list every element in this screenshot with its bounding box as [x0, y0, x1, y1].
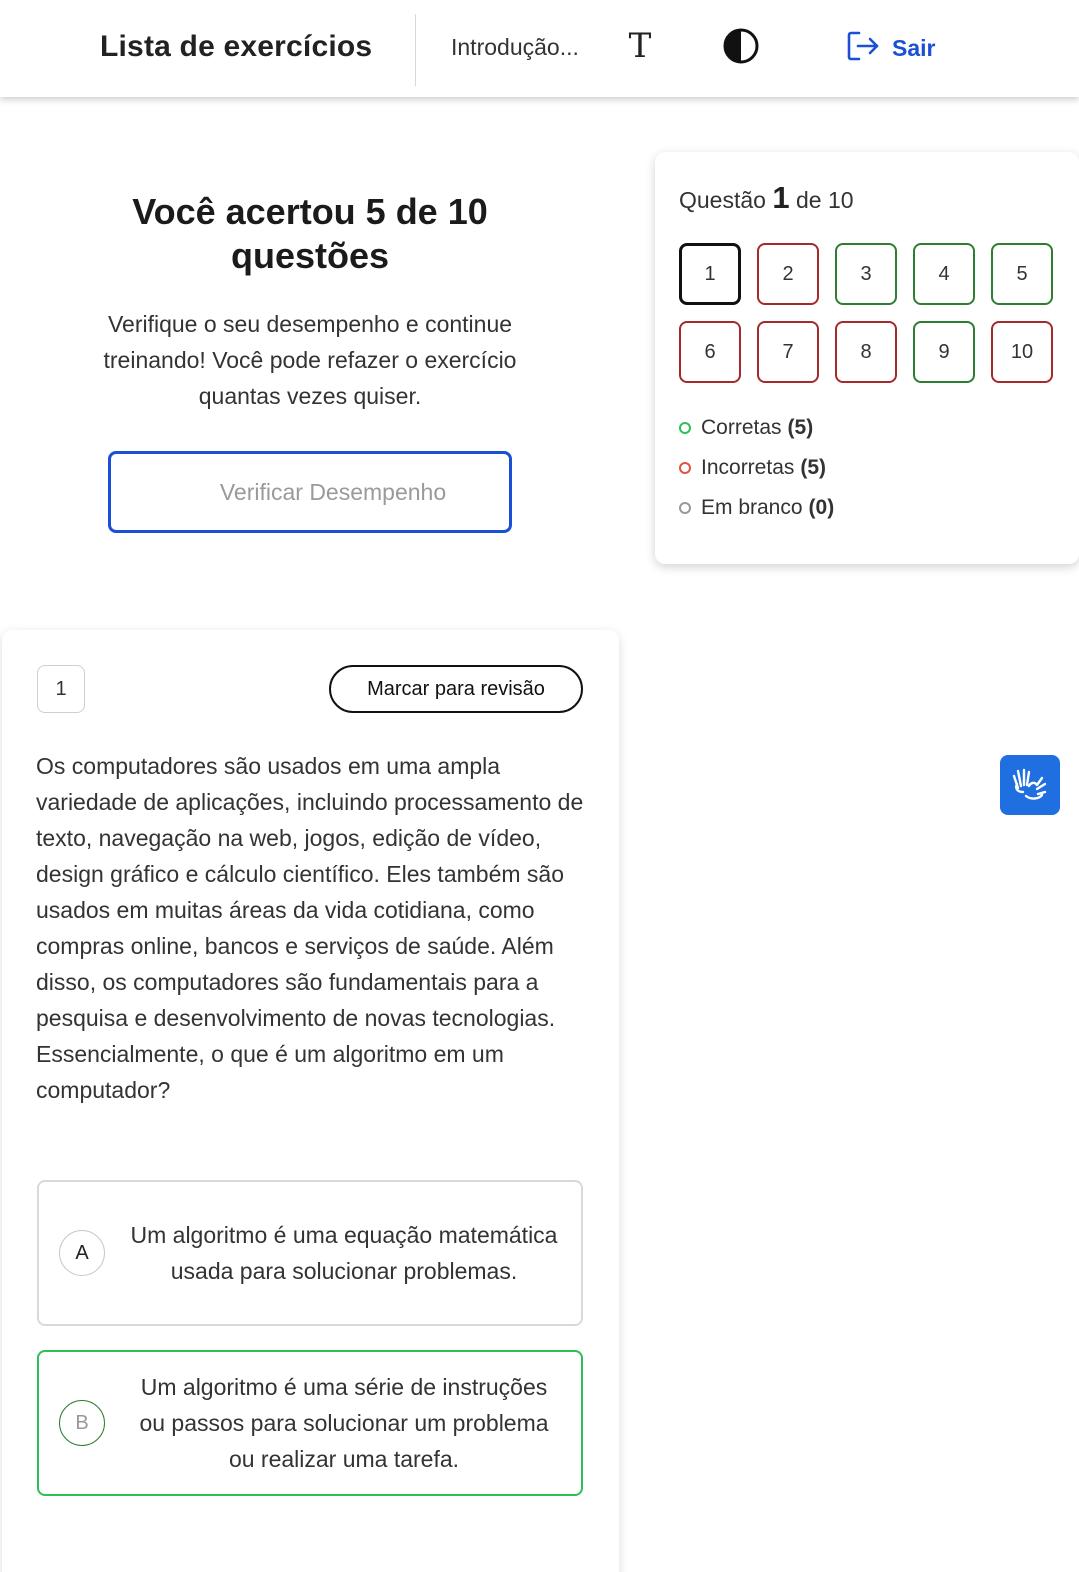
option-letter: A [59, 1230, 105, 1276]
option-b[interactable] [37, 1350, 583, 1496]
legend-blank [679, 488, 834, 528]
question-text: Os computadores são usados em uma ampla variedade de aplicações, incluindo processamento de texto, navegação na web, jogos, edição de vídeo, design gráfico e cálculo científico. Eles também são usados em muitas áreas da vida cotidiana, como compras online, bancos e serviços de saúde. Além disso, os computadores são fundamentais para a pesquisa e desenvolvimento de novas tecnologias. Essencialmente, o que é um algoritmo em um computador? [36, 753, 584, 1103]
legend-incorrect-count: (5) [800, 456, 827, 479]
option-text: Um algoritmo é uma série de instruções ou passos para solucionar um problema ou realizar uma tarefa. [139, 1374, 549, 1472]
mark-for-review-button[interactable]: Marcar para revisão [329, 665, 583, 713]
legend-blank-count: (0) [808, 496, 835, 519]
legend-correct-label: Corretas [701, 416, 782, 439]
exit-label: Sair [892, 34, 936, 61]
top-bar [0, 0, 1079, 97]
counter-prefix: Questão [679, 187, 766, 213]
question-number: 1 [37, 665, 85, 713]
option-text: Um algoritmo é uma equação matemática usada para solucionar problemas. [130, 1222, 558, 1284]
option-a[interactable] [37, 1180, 583, 1326]
contrast-icon[interactable] [723, 28, 759, 64]
counter-current: 1 [772, 180, 790, 215]
question-button-10[interactable]: 10 [991, 321, 1053, 383]
question-button-7[interactable]: 7 [757, 321, 819, 383]
verify-performance-button[interactable]: Verificar Desempenho [108, 451, 512, 533]
question-button-1[interactable]: 1 [679, 243, 741, 305]
page-title: Lista de exercícios [100, 30, 373, 63]
question-card [2, 630, 619, 1572]
question-button-9[interactable]: 9 [913, 321, 975, 383]
sign-language-icon [1009, 762, 1051, 809]
exit-icon [846, 30, 880, 67]
result-description: Verifique o seu desempenho e continue treinando! Você pode refazer o exercício quantas vezes quiser. [103, 311, 517, 409]
status-legend [679, 408, 834, 528]
question-button-8[interactable]: 8 [835, 321, 897, 383]
question-button-4[interactable]: 4 [913, 243, 975, 305]
question-button-2[interactable]: 2 [757, 243, 819, 305]
question-navigator [655, 152, 1079, 564]
result-title: Você acertou 5 de 10 questões [132, 191, 488, 276]
counter-suffix: de 10 [795, 187, 854, 213]
sign-language-button[interactable] [1000, 755, 1060, 815]
correct-dot-icon [679, 422, 691, 434]
question-grid [679, 243, 1057, 383]
question-button-6[interactable]: 6 [679, 321, 741, 383]
legend-blank-label: Em branco [701, 496, 803, 519]
question-button-3[interactable]: 3 [835, 243, 897, 305]
course-title[interactable]: Introdução... [451, 34, 579, 60]
question-counter [679, 180, 854, 216]
legend-correct-count: (5) [787, 416, 814, 439]
option-letter: B [59, 1400, 105, 1446]
header-divider [415, 14, 416, 86]
blank-dot-icon [679, 502, 691, 514]
font-size-icon[interactable]: T [628, 26, 652, 66]
legend-correct [679, 408, 834, 448]
incorrect-dot-icon [679, 462, 691, 474]
legend-incorrect-label: Incorretas [701, 456, 795, 479]
question-button-5[interactable]: 5 [991, 243, 1053, 305]
legend-incorrect [679, 448, 834, 488]
exit-button[interactable] [846, 30, 935, 66]
